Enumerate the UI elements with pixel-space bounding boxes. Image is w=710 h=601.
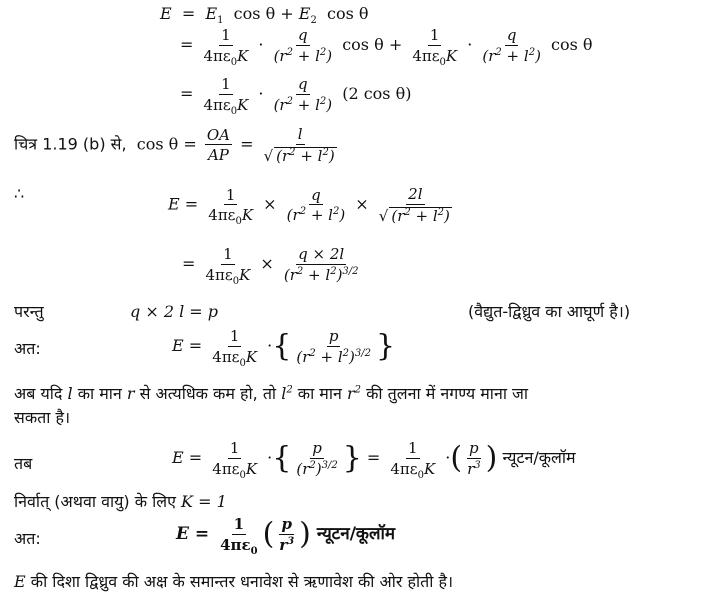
- pow: 3/2: [321, 459, 338, 471]
- r-open: (r: [296, 347, 310, 366]
- equals-sign: =: [194, 524, 210, 544]
- symbol-E: E: [172, 336, 184, 355]
- fraction-coulomb: [210, 327, 259, 369]
- denominator-r2l2-pow: [294, 347, 373, 366]
- numerator: 1: [225, 185, 236, 204]
- sqrt-r2l2: √ $(r^2 + l^2)$: [378, 206, 450, 225]
- den-sub: 0: [230, 105, 238, 117]
- den-text: 4πε: [412, 46, 440, 65]
- final-equation: [176, 515, 396, 557]
- numerator: 1: [229, 327, 240, 345]
- figure-ref: चित्र 1.19 (b) से,: [14, 134, 127, 154]
- left-brace: {: [272, 440, 292, 476]
- den-sub: 0: [239, 469, 246, 481]
- sq: 2: [404, 206, 411, 218]
- plus-l: + l: [306, 206, 333, 224]
- right-paren: ): [299, 516, 311, 552]
- unit-newton-per-coulomb: न्यूटन/कूलॉम: [502, 448, 576, 467]
- equals-sign: =: [180, 35, 194, 54]
- text-c: से अत्यधिक कम हो, तो: [139, 384, 277, 403]
- sq: 2: [332, 206, 340, 217]
- cos-eq: cos θ =: [136, 134, 197, 154]
- den-sub: 0: [235, 216, 242, 227]
- equation-line-1: [160, 4, 369, 27]
- den-text: 4πε: [205, 265, 233, 284]
- sq: 2: [322, 146, 329, 158]
- two-cos-theta: (2 cos θ): [342, 84, 412, 103]
- plus-l: + l: [410, 206, 438, 225]
- dipole-moment-expr: q × 2 l = p: [130, 302, 219, 321]
- pow: 3/2: [342, 265, 359, 277]
- equation-line-7: [14, 304, 44, 320]
- sq: 2: [437, 206, 445, 218]
- sq: 2: [330, 265, 337, 277]
- r-open: (r: [273, 46, 287, 65]
- fraction-2l-sqrt: [377, 186, 454, 224]
- den-sub: 0: [239, 357, 246, 369]
- fraction-coulomb: [210, 439, 259, 481]
- fraction-p-r3-final: [277, 516, 296, 553]
- den-text: 4πε: [208, 206, 236, 224]
- sq: 2: [286, 95, 293, 107]
- r-open: (r: [273, 95, 287, 114]
- right-brace: }: [342, 440, 362, 476]
- fraction-l-sqrt: [262, 126, 339, 164]
- equation-line-8: [172, 327, 396, 369]
- fraction-q: [272, 27, 335, 64]
- k-equals-one: K = 1: [181, 492, 227, 511]
- close: ): [535, 46, 541, 65]
- close: ): [336, 265, 343, 284]
- label-ata-2: अत:: [14, 529, 41, 548]
- p: p: [469, 439, 479, 457]
- sq: 2: [289, 146, 296, 158]
- equals-sign: =: [184, 194, 199, 214]
- equation-line-5-body: [168, 185, 457, 227]
- dot: ·: [258, 35, 264, 54]
- equation-line-2: [180, 26, 593, 68]
- numerator: 1: [229, 439, 240, 457]
- symbol-E: E: [160, 4, 172, 23]
- numerator-q: q: [506, 26, 517, 44]
- r-open: (r: [283, 265, 297, 284]
- times-sign: ×: [260, 254, 274, 273]
- den-k: K: [245, 459, 258, 478]
- cos-term-2: cos θ: [327, 4, 369, 23]
- fraction-coulomb: [206, 185, 255, 227]
- var-l: l: [67, 384, 73, 403]
- equals-sign: =: [180, 84, 194, 103]
- r-open: (r: [296, 459, 310, 478]
- close: ): [328, 146, 335, 165]
- fraction-coulomb: [204, 245, 253, 287]
- oa: OA: [206, 125, 230, 144]
- den-sub: 0: [230, 56, 238, 68]
- numerator: 1: [233, 515, 245, 533]
- fraction-coulomb-2: [410, 26, 459, 68]
- sq: 2: [528, 46, 536, 58]
- symbol-E: E: [172, 448, 184, 467]
- den-r2-pow: [294, 459, 339, 478]
- sq: 2: [299, 206, 307, 217]
- equation-line-tab: [172, 439, 576, 481]
- numerator: 1: [221, 75, 231, 93]
- label-ata-1: अत:: [14, 339, 41, 358]
- dipole-moment-note: (वैद्युत-द्विध्रुव का आघूर्ण है।): [468, 302, 631, 321]
- right-brace: }: [375, 328, 396, 364]
- numerator-q: q: [311, 185, 321, 204]
- sq: 2: [319, 46, 327, 58]
- dot: ·: [267, 336, 273, 355]
- fraction-coulomb-b: [388, 439, 437, 481]
- q-times-2l: q × 2l: [298, 245, 345, 263]
- pow: 3/2: [354, 347, 371, 359]
- equals-sign: =: [182, 254, 196, 273]
- den-text: 4πε: [220, 535, 251, 554]
- r-open: (r: [482, 46, 496, 65]
- den-k: K: [241, 206, 254, 224]
- left-brace: {: [272, 328, 292, 364]
- den-r3: $r^3$: [467, 459, 481, 478]
- text-a: अब यदि: [14, 384, 63, 403]
- den-text: 4πε: [203, 95, 231, 114]
- times-sign: ×: [355, 194, 369, 214]
- fraction-p-r2: [294, 440, 339, 477]
- plus-l: + l: [501, 46, 529, 65]
- close: ): [349, 347, 355, 366]
- two-l: 2l: [408, 185, 423, 203]
- close: ): [326, 95, 333, 114]
- sqrt-r2l2: √ $(r^2 + l^2)$: [263, 146, 335, 165]
- therefore-sign: ∴: [14, 184, 25, 203]
- denominator: [410, 46, 459, 68]
- plus-l: + l: [295, 146, 323, 165]
- symbol-E2: E: [298, 4, 311, 23]
- sq: 2: [495, 46, 502, 58]
- p: p: [312, 439, 322, 457]
- close: ): [315, 459, 322, 478]
- cube: 3: [287, 535, 295, 547]
- numerator: 1: [221, 26, 231, 44]
- text-b: का मान: [77, 384, 122, 403]
- numerator: 1: [223, 245, 233, 263]
- fraction-final: [218, 515, 260, 557]
- sq: 2: [286, 46, 293, 58]
- ap: AP: [207, 146, 229, 164]
- numerator: 1: [408, 439, 418, 457]
- times-sign: ×: [263, 194, 277, 214]
- fraction-coulomb: [202, 75, 251, 117]
- fraction-q: [272, 76, 335, 113]
- equation-line-6: [182, 245, 364, 287]
- dot: ·: [267, 448, 273, 467]
- fraction-q-2: [480, 27, 543, 64]
- denominator-r2l2: [480, 46, 543, 65]
- r-open: (r: [276, 146, 290, 165]
- plus-l: + l: [292, 46, 320, 65]
- equals-sign: =: [240, 134, 254, 154]
- plus-l: + l: [303, 265, 331, 284]
- close: ): [339, 206, 346, 224]
- vacuum-text: निर्वात् (अथवा वायु) के लिए: [14, 492, 176, 511]
- den-sub: 0: [417, 469, 424, 481]
- direction-statement: [14, 574, 453, 590]
- r-open: (r: [391, 206, 405, 225]
- equation-line-3: [180, 75, 412, 117]
- denominator-r2l2: [285, 205, 348, 224]
- denominator-r2l2: [272, 46, 335, 65]
- symbol-E: E: [176, 524, 189, 544]
- den-k: K: [423, 459, 436, 478]
- equals-sign: =: [188, 336, 203, 355]
- left-paren: (: [262, 516, 275, 552]
- close: ): [444, 206, 450, 225]
- var-r2: $r^2$: [347, 384, 362, 403]
- den-text: 4πε: [212, 459, 240, 478]
- numerator: 1: [429, 26, 440, 44]
- denominator: [210, 459, 259, 481]
- equation-line-5: [14, 186, 24, 202]
- denominator: [210, 347, 259, 369]
- numerator-q: q: [298, 26, 308, 44]
- sq: 2: [309, 459, 316, 471]
- symbol-E: E: [14, 572, 26, 591]
- den-text: 4πε: [203, 46, 231, 65]
- paragraph-line-1: [14, 386, 528, 402]
- symbol-E1: E: [205, 4, 218, 23]
- l: l: [297, 125, 303, 143]
- close: ): [326, 46, 333, 65]
- den-sub: 0: [232, 275, 240, 287]
- den-r3: $r^3$: [279, 535, 295, 554]
- text-e: की तुलना में नगण्य माना जा: [366, 384, 529, 403]
- label-parantu: परन्तु: [14, 302, 44, 321]
- p: p: [328, 327, 339, 345]
- plus-l: + l: [315, 347, 343, 366]
- den-k: K: [239, 265, 251, 284]
- denominator-r2l2-pow: [282, 265, 361, 284]
- text-d: का मान: [297, 384, 342, 403]
- paragraph-line-2: सकता है।: [14, 408, 71, 427]
- equals-sign: =: [366, 448, 381, 467]
- dot: ·: [258, 84, 264, 103]
- r-open: (r: [286, 206, 300, 224]
- fraction-q: [285, 187, 348, 224]
- fraction-coulomb: [202, 26, 251, 68]
- cos-end: cos θ: [551, 35, 593, 54]
- right-paren: ): [485, 440, 498, 476]
- sq: 2: [309, 347, 316, 359]
- sq: 2: [342, 347, 350, 359]
- den-text: 4πε: [390, 459, 418, 478]
- fraction-q2l: [282, 246, 361, 283]
- subscript-2: 2: [310, 15, 317, 27]
- denominator: [218, 535, 260, 557]
- denominator: [202, 95, 251, 117]
- den-k: K: [237, 95, 249, 114]
- dot: ·: [445, 448, 451, 467]
- p: p: [281, 515, 292, 533]
- sq: 2: [296, 265, 304, 277]
- symbol-E: E: [168, 194, 180, 214]
- denominator: [388, 459, 437, 481]
- numerator-q: q: [298, 75, 308, 93]
- den-sub: 0: [250, 545, 258, 557]
- cos-term-1: cos θ +: [233, 4, 299, 23]
- equals-sign: =: [181, 4, 196, 23]
- fraction-oa-ap: [205, 127, 232, 164]
- den-k: K: [245, 347, 258, 366]
- den-text: 4πε: [212, 347, 240, 366]
- subscript-1: 1: [217, 15, 224, 27]
- den-k: K: [237, 46, 249, 65]
- var-l2: $l^2$: [281, 384, 293, 403]
- denominator: [202, 46, 251, 68]
- denominator: [204, 265, 253, 287]
- plus-l: + l: [292, 95, 320, 114]
- den-sub: 0: [439, 56, 446, 68]
- left-paren: (: [450, 440, 463, 476]
- sq: 2: [319, 95, 327, 107]
- denominator-r2l2: [272, 95, 335, 114]
- dot: ·: [467, 35, 473, 54]
- cos-plus: cos θ +: [342, 35, 403, 54]
- equation-line-4: [14, 126, 342, 164]
- equals-sign: =: [188, 448, 203, 467]
- var-r: r: [126, 384, 135, 403]
- unit-newton-per-coulomb: न्यूटन/कूलॉम: [316, 524, 396, 544]
- label-tab: तब: [14, 454, 33, 473]
- denominator: [206, 205, 255, 227]
- den-k: K: [445, 46, 458, 65]
- direction-text: की दिशा द्विध्रुव की अक्ष के समान्तर धनावेश से ऋणावेश की ओर होती है।: [30, 572, 454, 591]
- fraction-p: [294, 328, 373, 365]
- vacuum-line: [14, 494, 227, 510]
- cube: 3: [474, 459, 481, 471]
- fraction-p-r3: [465, 440, 483, 477]
